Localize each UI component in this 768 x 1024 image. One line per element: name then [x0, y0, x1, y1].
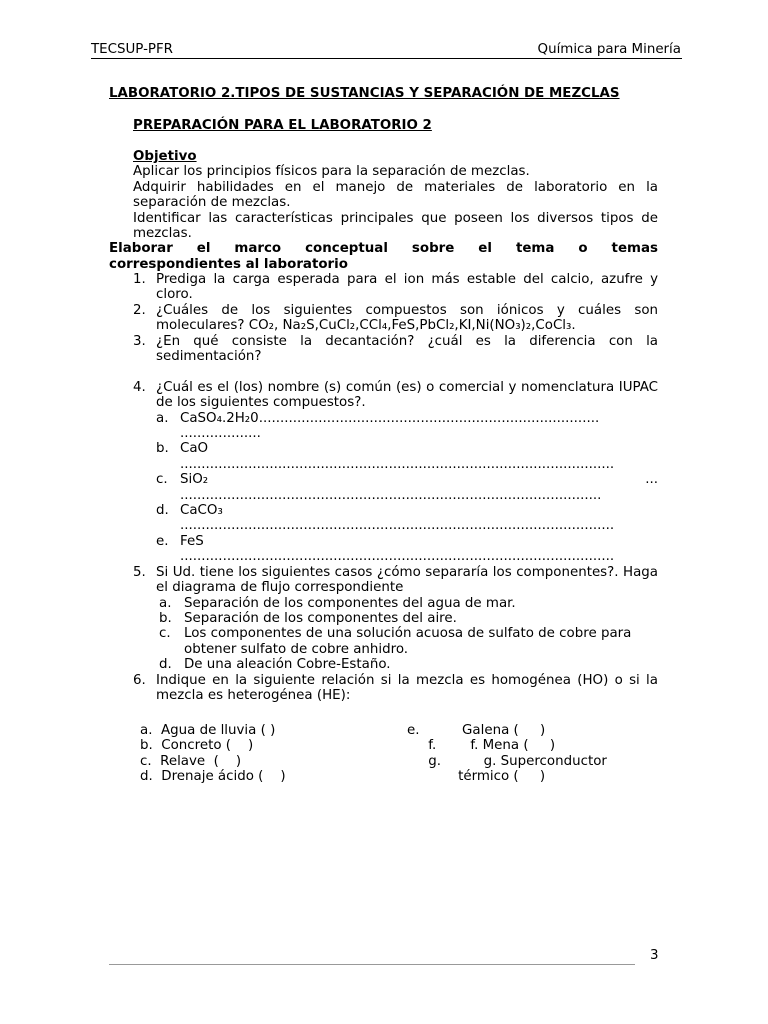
question-number: 6. — [133, 672, 146, 688]
objective-heading: Objetivo — [133, 149, 197, 164]
answer-dots: ................... — [180, 426, 261, 442]
item-text: Los componentes de una solución acuosa de sulfato de cobre para obtener sulfato de cobre anhidro. — [184, 626, 632, 657]
answer-dots-tail: ... — [645, 472, 658, 488]
mixture-row — [140, 723, 660, 738]
header-left: TECSUP-PFR — [91, 42, 173, 57]
item-letter: d. — [156, 503, 169, 519]
compound-item-b — [109, 441, 658, 456]
question-number: 5. — [133, 564, 146, 580]
question-3 — [109, 334, 658, 365]
question-text: Si Ud. tiene los siguientes casos ¿cómo separaría los componentes?. Haga el diagrama de flujo correspondiente — [156, 564, 658, 596]
separation-item-c — [109, 626, 658, 657]
mixture-left: a. Agua de lluvia ( ) — [140, 723, 276, 738]
item-letter: e. — [156, 533, 169, 549]
mixture-left: b. Concreto ( ) — [140, 738, 254, 754]
compound-item-e — [109, 534, 658, 549]
item-letter: c. — [156, 472, 168, 488]
header-right: Química para Minería — [537, 42, 681, 57]
question-text: Indique en la siguiente relación si la mezcla es homogénea (HO) o si la mezcla es heterogénea (HE): — [156, 672, 658, 703]
mixture-row — [140, 769, 660, 784]
compound-item-c — [109, 472, 658, 487]
header-rule — [91, 58, 682, 59]
objective-block — [133, 149, 658, 241]
answer-dots: ...................................................................................................... — [180, 518, 615, 534]
compound-formula: SiO₂ — [180, 472, 209, 488]
item-letter: d. — [159, 657, 172, 673]
document-title: LABORATORIO 2.TIPOS DE SUSTANCIAS Y SEPARACIÓN DE MEZCLAS — [109, 86, 620, 101]
item-text: Separación de los componentes del aire. — [184, 610, 457, 626]
mixture-row — [140, 738, 660, 753]
question-number: 4. — [133, 379, 146, 395]
mixture-left: c. Relave ( ) — [140, 753, 242, 769]
question-5 — [109, 565, 658, 596]
answer-dots: ...................................................................................................... — [180, 456, 615, 472]
objective-line-1: Aplicar los principios físicos para la separación de mezclas. — [133, 164, 530, 180]
question-2 — [109, 303, 658, 334]
compound-formula: FeS — [180, 533, 204, 549]
separation-item-d — [109, 657, 658, 672]
footer-rule — [109, 964, 635, 965]
compound-formula: CaO — [180, 441, 209, 457]
mixture-row — [140, 754, 660, 769]
mixture-right: e. Galena ( ) — [407, 723, 546, 738]
compound-item-a — [109, 411, 658, 426]
item-text: Separación de los componentes del agua de mar. — [184, 595, 516, 611]
answer-dots: ................................................................................................... — [180, 487, 602, 503]
answer-dots: ...................................................................................................... — [180, 549, 615, 565]
item-letter: b. — [159, 610, 172, 626]
item-letter: c. — [159, 626, 171, 642]
question-number: 1. — [133, 272, 146, 287]
mixture-left: d. Drenaje ácido ( ) — [140, 769, 286, 785]
mixture-table — [140, 723, 660, 785]
separation-item-b — [109, 611, 658, 626]
question-4 — [109, 380, 658, 411]
item-text: De una aleación Cobre-Estaño. — [184, 657, 391, 673]
elaborate-line-1: Elaborar el marco conceptual sobre el tema o temas — [109, 241, 658, 256]
item-letter: b. — [156, 441, 169, 457]
question-number: 3. — [133, 333, 146, 349]
objective-line-3: Identificar las características principales que poseen los diversos tipos de mezclas. — [133, 210, 658, 242]
mixture-right: f. f. Mena ( ) — [407, 738, 556, 754]
item-letter: a. — [159, 595, 172, 611]
item-letter: a. — [156, 410, 169, 426]
question-text: ¿Cuáles de los siguientes compuestos son iónicos y cuáles son moleculares? CO₂, Na₂S,CuCl₂,CCl₄,FeS,PbCl₂,KI,Ni(NO₃)₂,CoCl₃. — [156, 302, 658, 334]
question-text: Prediga la carga esperada para el ion más estable del calcio, azufre y cloro. — [156, 272, 658, 303]
question-number: 2. — [133, 302, 146, 318]
objective-line-2: Adquirir habilidades en el manejo de materiales de laboratorio en la separación de mezclas. — [133, 179, 658, 211]
page-number: 3 — [650, 948, 659, 963]
elaborate-line-2: correspondientes al laboratorio — [109, 257, 348, 272]
question-text: ¿En qué consiste la decantación? ¿cuál es la diferencia con la sedimentación? — [156, 333, 658, 365]
compound-formula: CaSO₄.2H₂0................................................................................ — [180, 410, 600, 426]
mixture-right: térmico ( ) — [407, 769, 546, 785]
question-6 — [109, 673, 658, 704]
section-subtitle: PREPARACIÓN PARA EL LABORATORIO 2 — [133, 118, 432, 133]
separation-item-a — [109, 596, 658, 611]
compound-item-d — [109, 503, 658, 518]
mixture-right: g. g. Superconductor — [407, 753, 607, 769]
question-list — [109, 272, 658, 703]
question-1 — [109, 272, 658, 303]
question-text: ¿Cuál es el (los) nombre (s) común (es) o comercial y nomenclatura IUPAC de los siguientes compuestos?. — [156, 379, 658, 411]
compound-formula: CaCO₃ — [180, 503, 223, 519]
